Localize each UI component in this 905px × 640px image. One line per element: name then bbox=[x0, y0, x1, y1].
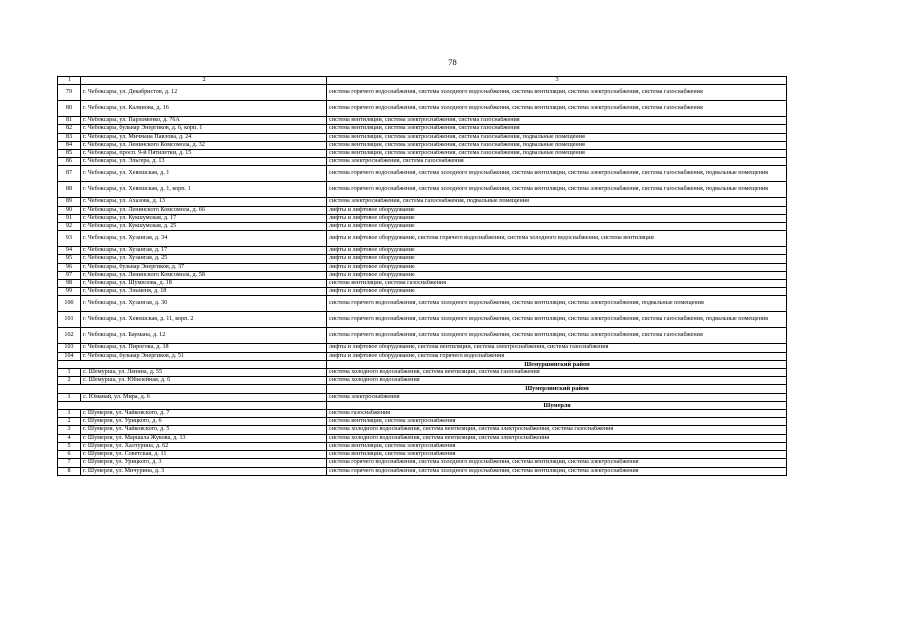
row-number: 86 bbox=[58, 158, 81, 166]
row-address: г. Шумерля, ул. Халтурина, д. 62 bbox=[81, 442, 327, 450]
row-number: 90 bbox=[58, 206, 81, 214]
row-systems: система вентиляции, система электроснабжения, система газоснабжения bbox=[327, 117, 787, 125]
row-address: г. Чебоксары, ул. Ленинского Комсомола, д. 32 bbox=[81, 141, 327, 149]
row-systems: лифты и лифтовое оборудование bbox=[327, 255, 787, 263]
row-number: 7 bbox=[58, 459, 81, 467]
row-address: г. Чебоксары, бульвар Энергиков, д. 37 bbox=[81, 263, 327, 271]
row-address: г. Чебоксары, ул. Баумана, д. 12 bbox=[81, 328, 327, 344]
row-systems: лифты и лифтовое оборудование, система горячего водоснабжения bbox=[327, 352, 787, 360]
row-number: 5 bbox=[58, 442, 81, 450]
table-row bbox=[58, 271, 787, 279]
section-spacer bbox=[58, 385, 327, 393]
row-number: 1 bbox=[58, 393, 81, 401]
table-row bbox=[58, 182, 787, 198]
row-systems: система вентиляции, система электроснабжения bbox=[327, 418, 787, 426]
table-row bbox=[58, 312, 787, 328]
row-address: г. Чебоксары, ул. Хузангая, д. 17 bbox=[81, 247, 327, 255]
row-number: 101 bbox=[58, 312, 81, 328]
section-spacer bbox=[58, 360, 327, 368]
table-row bbox=[58, 352, 787, 360]
table-row bbox=[58, 344, 787, 352]
row-number: 93 bbox=[58, 231, 81, 247]
row-systems: система горячего водоснабжения, система холодного водоснабжения, система вентиляции, система электроснабжения bbox=[327, 467, 787, 475]
row-systems: система горячего водоснабжения, система холодного водоснабжения, система вентиляции, система электроснабжения, система газоснабжения, подвальные помещения bbox=[327, 182, 787, 198]
table-row bbox=[58, 410, 787, 418]
row-systems: система холодного водоснабжения, система вентиляции, система газоснабжения bbox=[327, 369, 787, 377]
row-systems: лифты и лифтовое оборудование bbox=[327, 223, 787, 231]
row-systems: система горячего водоснабжения, система холодного водоснабжения, система вентиляции, система электроснабжения, система газоснабжения bbox=[327, 85, 787, 101]
row-number: 94 bbox=[58, 247, 81, 255]
row-number: 92 bbox=[58, 223, 81, 231]
row-number: 79 bbox=[58, 85, 81, 101]
row-number: 1 bbox=[58, 369, 81, 377]
row-address: г. Чебоксары, ул. Хузангая, д. 25 bbox=[81, 255, 327, 263]
row-systems: система вентиляции, система электроснабжения, система газоснабжения, подвальные помещения bbox=[327, 150, 787, 158]
row-address: с. Юманай, ул. Мира, д. 6 bbox=[81, 393, 327, 401]
section-spacer bbox=[58, 401, 327, 409]
row-systems: система вентиляции, система электроснабжения bbox=[327, 451, 787, 459]
row-systems: система горячего водоснабжения, система холодного водоснабжения, система вентиляции, система электроснабжения bbox=[327, 459, 787, 467]
table-row bbox=[58, 263, 787, 271]
row-address: г. Чебоксары, ул. Хузангая, д. 34 bbox=[81, 231, 327, 247]
row-number: 97 bbox=[58, 271, 81, 279]
row-systems: система горячего водоснабжения, система холодного водоснабжения, система вентиляции, система электроснабжения, система газоснабжения, подвальные помещения bbox=[327, 166, 787, 182]
row-address: г. Шумерля, ул. Урицкого, д. 3 bbox=[81, 459, 327, 467]
table-row bbox=[58, 158, 787, 166]
row-systems: система вентиляции, система электроснабжения, система газоснабжения, подвальные помещения bbox=[327, 141, 787, 149]
row-number: 96 bbox=[58, 263, 81, 271]
row-number: 1 bbox=[58, 410, 81, 418]
section-row bbox=[58, 360, 787, 368]
row-address: г. Чебоксары, ул. Хузангая, д. 30 bbox=[81, 296, 327, 312]
row-address: г. Чебоксары, бульвар Энергиков, д. 51 bbox=[81, 352, 327, 360]
table-row bbox=[58, 85, 787, 101]
section-title: Шемуршинский район bbox=[327, 360, 787, 368]
row-systems: лифты и лифтовое оборудование bbox=[327, 247, 787, 255]
table-row bbox=[58, 418, 787, 426]
row-address: г. Чебоксары, ул. Пархоменко, д. 76А bbox=[81, 117, 327, 125]
row-systems: система электроснабжения, система газоснабжения, подвальные помещения bbox=[327, 198, 787, 206]
row-number: 6 bbox=[58, 451, 81, 459]
table-row bbox=[58, 442, 787, 450]
row-number: 91 bbox=[58, 214, 81, 222]
table-row bbox=[58, 117, 787, 125]
row-address: г. Чебоксары, ул. Калинова, д. 16 bbox=[81, 101, 327, 117]
row-systems: лифты и лифтовое оборудование bbox=[327, 263, 787, 271]
table-row bbox=[58, 150, 787, 158]
row-systems: система горячего водоснабжения, система холодного водоснабжения, система вентиляции, система электроснабжения, система газоснабжения bbox=[327, 328, 787, 344]
row-systems: система холодного водоснабжения bbox=[327, 377, 787, 385]
row-systems: система газоснабжения bbox=[327, 410, 787, 418]
table-body bbox=[58, 77, 787, 476]
row-address: с. Шемурша, ул. Ленина, д. 55 bbox=[81, 369, 327, 377]
row-systems: система электроснабжения bbox=[327, 393, 787, 401]
header-cell-2: 2 bbox=[81, 77, 327, 85]
row-address: г. Чебоксары, ул. Пирогова, д. 18 bbox=[81, 344, 327, 352]
row-address: г. Чебоксары, бульвар Энергиков, д. 6, корп. 1 bbox=[81, 125, 327, 133]
row-number: 95 bbox=[58, 255, 81, 263]
row-address: г. Чебоксары, ул. Ленинского Комсомола, д. 58 bbox=[81, 271, 327, 279]
row-address: г. Чебоксары, ул. Ленинского Комсомола, д. 66 bbox=[81, 206, 327, 214]
row-systems: лифты и лифтовое оборудование, система вентиляции, система электроснабжения, система газоснабжения bbox=[327, 344, 787, 352]
row-number: 2 bbox=[58, 418, 81, 426]
row-number: 89 bbox=[58, 198, 81, 206]
row-address: г. Чебоксары, ул. Шумилова, д. 18 bbox=[81, 280, 327, 288]
row-number: 4 bbox=[58, 434, 81, 442]
row-number: 103 bbox=[58, 344, 81, 352]
table-row bbox=[58, 467, 787, 475]
header-cell-1: 1 bbox=[58, 77, 81, 85]
row-systems: система электроснабжения, система газоснабжения bbox=[327, 158, 787, 166]
row-number: 85 bbox=[58, 150, 81, 158]
row-number: 87 bbox=[58, 166, 81, 182]
table-row bbox=[58, 377, 787, 385]
table-row bbox=[58, 393, 787, 401]
row-systems: лифты и лифтовое оборудование bbox=[327, 271, 787, 279]
row-number: 8 bbox=[58, 467, 81, 475]
header-row bbox=[58, 77, 787, 85]
table-row bbox=[58, 369, 787, 377]
row-systems: система холодного водоснабжения, система вентиляции, система электроснабжения, система газоснабжения bbox=[327, 426, 787, 434]
row-address: г. Чебоксары, ул. Хевешская, д. 1 bbox=[81, 166, 327, 182]
row-number: 102 bbox=[58, 328, 81, 344]
table-row bbox=[58, 426, 787, 434]
section-row bbox=[58, 385, 787, 393]
row-address: г. Шумерля, ул. Урицкого, д. 6 bbox=[81, 418, 327, 426]
table-row bbox=[58, 214, 787, 222]
row-address: г. Чебоксары, ул. Мичмана Павлова, д. 24 bbox=[81, 133, 327, 141]
row-address: г. Чебоксары, ул. Кукшумская, д. 17 bbox=[81, 214, 327, 222]
row-number: 88 bbox=[58, 182, 81, 198]
row-address: г. Чебоксары, ул. Хевешская, д. 11, корп. 2 bbox=[81, 312, 327, 328]
buildings-table bbox=[57, 76, 787, 476]
table-row bbox=[58, 206, 787, 214]
row-number: 82 bbox=[58, 125, 81, 133]
row-address: г. Чебоксары, ул. Кукшумская, д. 25 bbox=[81, 223, 327, 231]
table-row bbox=[58, 125, 787, 133]
table-row bbox=[58, 231, 787, 247]
row-systems: система вентиляции, система газоснабжения bbox=[327, 280, 787, 288]
section-title: Шумерлинский район bbox=[327, 385, 787, 393]
row-address: г. Шумерля, ул. Маршала Жукова, д. 13 bbox=[81, 434, 327, 442]
row-systems: система вентиляции, система электроснабжения, система газоснабжения, подвальные помещения bbox=[327, 133, 787, 141]
row-systems: лифты и лифтовое оборудование, система горячего водоснабжения, система холодного водоснабжения, система вентиляции bbox=[327, 231, 787, 247]
row-systems: система горячего водоснабжения, система холодного водоснабжения, система вентиляции, система электроснабжения, система газоснабжения, подвальные помещения bbox=[327, 312, 787, 328]
row-systems: лифты и лифтовое оборудование bbox=[327, 214, 787, 222]
row-systems: лифты и лифтовое оборудование bbox=[327, 288, 787, 296]
table-row bbox=[58, 288, 787, 296]
row-address: г. Шумерля, ул. Чайковского, д. 5 bbox=[81, 426, 327, 434]
row-systems: система холодного водоснабжения, система вентиляции, система электроснабжения bbox=[327, 434, 787, 442]
section-row bbox=[58, 401, 787, 409]
row-address: г. Чебоксары, ул. Ахазова, д. 13 bbox=[81, 198, 327, 206]
row-address: г. Шумерля, ул. Мичурина, д. 3 bbox=[81, 467, 327, 475]
row-number: 80 bbox=[58, 101, 81, 117]
table-row bbox=[58, 280, 787, 288]
table-row bbox=[58, 434, 787, 442]
table-row bbox=[58, 133, 787, 141]
row-number: 104 bbox=[58, 352, 81, 360]
row-number: 2 bbox=[58, 377, 81, 385]
row-address: г. Чебоксары, ул. Хевешская, д. 1, корп. 1 bbox=[81, 182, 327, 198]
row-number: 83 bbox=[58, 133, 81, 141]
section-title: Шумерля bbox=[327, 401, 787, 409]
row-systems: система горячего водоснабжения, система холодного водоснабжения, система вентиляции, система электроснабжения, подвальные помещения bbox=[327, 296, 787, 312]
row-address: г. Чебоксары, ул. Эльменя, д. 18 bbox=[81, 288, 327, 296]
table-row bbox=[58, 101, 787, 117]
row-address: г. Чебоксары, ул. Декабристов, д. 12 bbox=[81, 85, 327, 101]
row-systems: система вентиляции, система электроснабжения, система газоснабжения bbox=[327, 125, 787, 133]
row-number: 3 bbox=[58, 426, 81, 434]
row-address: с. Шемурша, ул. Юбилейная, д. 6 bbox=[81, 377, 327, 385]
row-systems: система горячего водоснабжения, система холодного водоснабжения, система вентиляции, система электроснабжения, система газоснабжения bbox=[327, 101, 787, 117]
row-number: 84 bbox=[58, 141, 81, 149]
page-number: 78 bbox=[448, 57, 457, 67]
table-row bbox=[58, 328, 787, 344]
row-number: 81 bbox=[58, 117, 81, 125]
table-row bbox=[58, 141, 787, 149]
row-systems: лифты и лифтовое оборудование bbox=[327, 206, 787, 214]
table-row bbox=[58, 198, 787, 206]
row-address: г. Шумерля, ул. Советская, д. 11 bbox=[81, 451, 327, 459]
table-row bbox=[58, 451, 787, 459]
row-number: 100 bbox=[58, 296, 81, 312]
header-cell-3: 3 bbox=[327, 77, 787, 85]
row-number: 99 bbox=[58, 288, 81, 296]
table-row bbox=[58, 166, 787, 182]
table-row bbox=[58, 255, 787, 263]
table-row bbox=[58, 223, 787, 231]
row-number: 98 bbox=[58, 280, 81, 288]
row-systems: система вентиляции, система электроснабжения bbox=[327, 442, 787, 450]
row-address: г. Чебоксары, ул. Эльгера, д. 13 bbox=[81, 158, 327, 166]
table-row bbox=[58, 247, 787, 255]
table-row bbox=[58, 296, 787, 312]
row-address: г. Чебоксары, просп. 9-й Пятилетки, д. 15 bbox=[81, 150, 327, 158]
row-address: г. Шумерля, ул. Чайковского, д. 7 bbox=[81, 410, 327, 418]
table-row bbox=[58, 459, 787, 467]
